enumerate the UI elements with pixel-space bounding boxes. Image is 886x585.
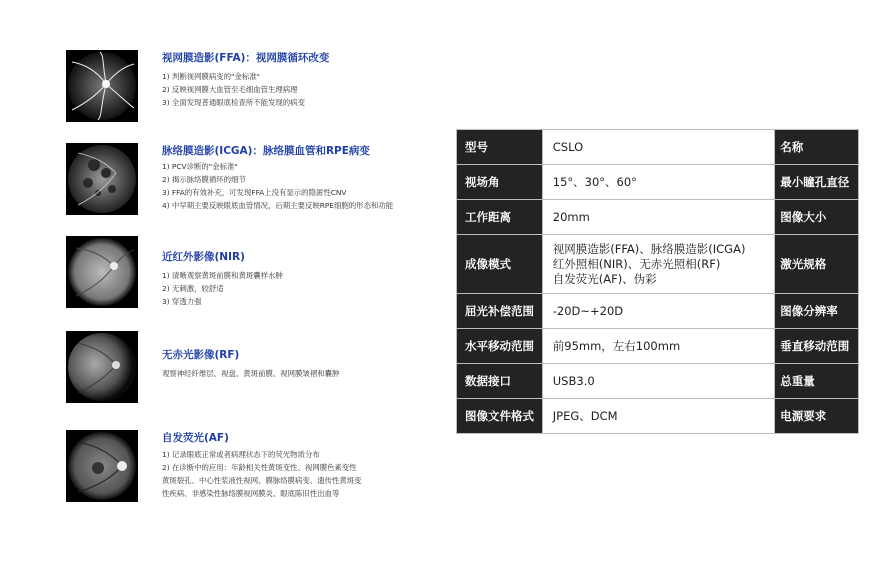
section-line: 3) FFA的有效补充，可发现FFA上没有显示的隐匿性CNV — [162, 188, 347, 197]
icga-fundus-image — [66, 143, 138, 215]
section-line: 2) 揭示脉络膜循环的细节 — [162, 175, 246, 184]
section-line: 1) 记录眼底正常或者病理状态下的荧光物质分布 — [162, 450, 320, 459]
spec-value: CSLO — [542, 130, 774, 165]
section-line: 2) 无刺激，较舒适 — [162, 284, 224, 293]
spec-label: 数据接口 — [457, 364, 543, 399]
section-line: 1) 清晰观察黄斑前膜和黄斑囊样水肿 — [162, 271, 283, 280]
section-line: 2) 反映视网膜大血管至毛细血管生理病理 — [162, 85, 298, 94]
spec-label: 视场角 — [457, 165, 543, 200]
spec-value-line: 自发荧光(AF)、伪彩 — [552, 271, 657, 286]
spec-label: 工作距离 — [457, 200, 543, 235]
section-line: 1) PCV诊断的"金标准" — [162, 162, 238, 171]
af-fundus-image — [66, 430, 138, 502]
section-line: 观察神经纤维层、视盘、黄斑前膜、视网膜皱褶和囊肿 — [162, 369, 340, 378]
table-row — [457, 165, 859, 200]
spec-value: 15°、30°、60° — [542, 165, 774, 200]
spec-value — [542, 235, 774, 294]
rf-fundus-image — [66, 331, 138, 403]
section-line: 3) 全面发现普通眼底检查所不能发现的病变 — [162, 98, 305, 107]
table-row — [457, 364, 859, 399]
spec-label-2: 名称 — [775, 130, 859, 165]
section-line: 3) 穿透力强 — [162, 297, 202, 306]
spec-label-2: 图像大小 — [775, 200, 859, 235]
section-title: 视网膜造影(FFA)：视网膜循环改变 — [162, 52, 330, 64]
spec-label: 型号 — [457, 130, 543, 165]
spec-label-2: 总重量 — [775, 364, 859, 399]
table-row — [457, 329, 859, 364]
spec-value: USB3.0 — [542, 364, 774, 399]
spec-label-2: 最小瞳孔直径 — [775, 165, 859, 200]
spec-label: 成像模式 — [457, 235, 543, 294]
spec-label: 屈光补偿范围 — [457, 294, 543, 329]
table-row — [457, 399, 859, 434]
section-line: 1) 判断视网膜病变的"金标准" — [162, 72, 261, 81]
spec-value-line: 红外照相(NIR)、无赤光照相(RF) — [552, 256, 721, 271]
nir-text — [162, 236, 462, 308]
table-row — [457, 294, 859, 329]
table-row — [457, 200, 859, 235]
spec-table — [456, 129, 859, 434]
section-line: 2) 在诊断中的应用：年龄相关性黄斑变性、视网膜色素变性 — [162, 463, 357, 472]
rf-text — [162, 331, 462, 380]
nir-fundus-image — [66, 236, 138, 308]
section-line: 黄斑裂孔、中心性浆液性视网、膜脉络膜病变、遗传性黄斑变 — [162, 476, 362, 485]
spec-label-2: 垂直移动范围 — [775, 329, 859, 364]
section-title: 无赤光影像(RF) — [162, 349, 240, 361]
spec-value: JPEG、DCM — [542, 399, 774, 434]
ffa-fundus-image — [66, 50, 138, 122]
table-row — [457, 235, 859, 294]
spec-label-2: 激光规格 — [775, 235, 859, 294]
spec-label: 水平移动范围 — [457, 329, 543, 364]
spec-label: 图像文件格式 — [457, 399, 543, 434]
table-row — [457, 130, 859, 165]
ffa-text — [162, 50, 462, 109]
spec-value: 20mm — [542, 200, 774, 235]
af-text — [162, 430, 462, 500]
section-title: 自发荧光(AF) — [162, 432, 229, 444]
section-title: 近红外影像(NIR) — [162, 251, 245, 263]
spec-value-line: 视网膜造影(FFA)、脉络膜造影(ICGA) — [552, 241, 746, 256]
icga-text — [162, 143, 462, 212]
spec-label-2: 电源要求 — [775, 399, 859, 434]
spec-value: 前95mm，左右100mm — [542, 329, 774, 364]
section-line: 4) 中早期主要反映眼底血管情况，后期主要反映RPE细胞的形态和功能 — [162, 201, 394, 210]
spec-value: -20D~+20D — [542, 294, 774, 329]
spec-label-2: 图像分辨率 — [775, 294, 859, 329]
section-line: 性疾病、非感染性脉络膜视网膜炎、眼底陈旧性出血等 — [162, 489, 340, 498]
section-title: 脉络膜造影(ICGA)：脉络膜血管和RPE病变 — [162, 145, 370, 157]
